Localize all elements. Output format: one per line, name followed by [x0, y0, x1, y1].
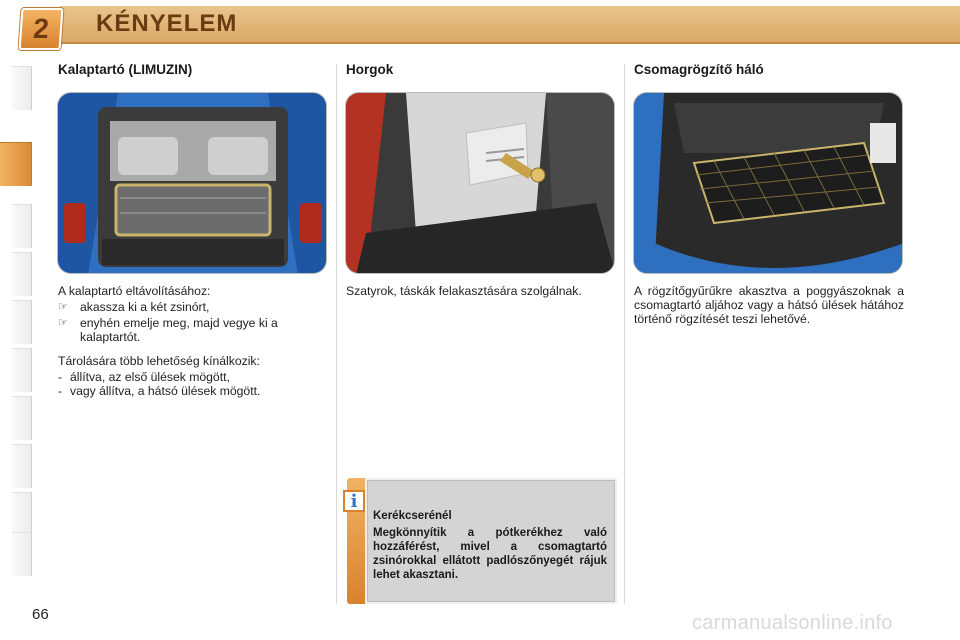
chapter-tab-4[interactable] — [12, 252, 32, 296]
pointing-hand-icon: ☞ — [58, 301, 68, 313]
bullet-text: enyhén emelje meg, majd vegye ki a kalaptartót. — [80, 316, 278, 344]
chapter-tab-5[interactable] — [12, 300, 32, 344]
chapter-tab-10[interactable] — [12, 532, 32, 576]
net-text: A rögzítőgyűrűkre akasztva a poggyászoknak a csomagtartó aljához vagy a hátsó ülések hátához történő rögzítését teszi lehetővé. — [634, 284, 904, 326]
storage-option: vagy állítva, a hátsó ülések mögött. — [70, 384, 261, 398]
info-icon: i — [343, 490, 365, 512]
hat-shelf-intro: A kalaptartó eltávolításához: — [58, 284, 211, 298]
info-panel — [365, 478, 617, 604]
page-number: 66 — [32, 606, 49, 623]
list-item — [58, 300, 326, 314]
pointing-hand-icon: ☞ — [58, 317, 68, 329]
chapter-title: KÉNYELEM — [96, 10, 238, 37]
dash-marker: - — [58, 384, 63, 398]
chapter-tab-8[interactable] — [12, 444, 32, 488]
hooks-heading: Horgok — [346, 62, 394, 77]
hat-shelf-photo — [57, 92, 327, 274]
hooks-photo — [345, 92, 615, 274]
hat-shelf-heading: Kalaptartó (LIMUZIN) — [58, 62, 193, 77]
storage-intro: Tárolására több lehetőség kínálkozik: — [58, 354, 260, 368]
chapter-tab-3[interactable] — [12, 204, 32, 248]
chapter-tab-9[interactable] — [12, 492, 32, 536]
column-divider — [336, 64, 337, 604]
chapter-tabs — [0, 66, 32, 576]
watermark: carmanualsonline.info — [692, 612, 893, 634]
header-underline — [60, 42, 960, 44]
chapter-tab-7[interactable] — [12, 396, 32, 440]
hat-shelf-instructions — [58, 284, 326, 398]
chapter-number-badge: 2 — [19, 8, 64, 50]
list-item — [58, 316, 326, 344]
info-title: Kerékcserénél — [373, 510, 452, 522]
info-box — [347, 478, 617, 604]
hooks-text: Szatyrok, táskák felakasztására szolgálnak. — [346, 284, 582, 298]
list-item — [58, 370, 326, 384]
chapter-header — [0, 0, 960, 48]
net-heading: Csomagrögzítő háló — [634, 62, 764, 77]
column-divider — [624, 64, 625, 604]
info-text: Megkönnyítik a pótkerékhez való hozzáférést, mivel a csomagtartó zsinórokkal ellátott padlószőnyegét rájuk lehet akasztani. — [373, 527, 607, 581]
list-item — [58, 384, 326, 398]
luggage-net-photo — [633, 92, 903, 274]
dash-marker: - — [58, 370, 63, 384]
chapter-tab-1[interactable] — [12, 66, 32, 110]
storage-option: állítva, az első ülések mögött, — [70, 370, 230, 384]
chapter-tab-6[interactable] — [12, 348, 32, 392]
bullet-text: akassza ki a két zsinórt, — [80, 300, 210, 314]
chapter-tab-2-active[interactable] — [0, 142, 32, 186]
